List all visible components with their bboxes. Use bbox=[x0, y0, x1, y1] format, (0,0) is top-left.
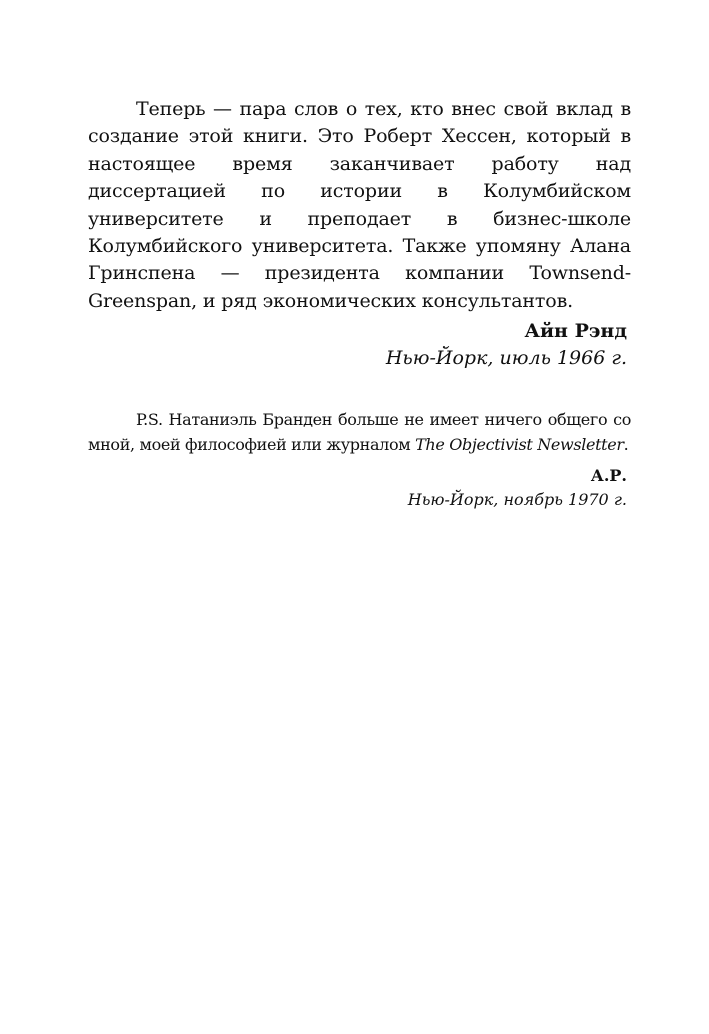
signature-block bbox=[88, 318, 631, 372]
page-content bbox=[88, 96, 631, 512]
initials-signature: А.Р. bbox=[590, 466, 627, 486]
postscript-place-date: Нью-Йорк, ноябрь 1970 г. bbox=[407, 490, 627, 510]
postscript-end: . bbox=[623, 434, 629, 454]
postscript-paragraph bbox=[88, 408, 631, 457]
main-paragraph: Теперь — пара слов о тех, кто внес свой вклад в создание этой книги. Это Роберт Хессен, который в настоящее время заканчивает работу над диссертацией по истории в Колумбийском университете и преподает в бизнес-школе Колумбийского университета. Также упомяну Алана Гринспена — президента компании Townsend-Greenspan, и ряд экономических консультантов. bbox=[88, 98, 631, 312]
author-signature: Айн Рэнд bbox=[524, 320, 627, 343]
place-date: Нью-Йорк, июль 1966 г. bbox=[385, 347, 627, 370]
postscript-text: P.S. Натаниэль Бранден больше не имеет ничего общего со мной, моей философией или журналом bbox=[88, 410, 631, 454]
journal-title: The Objectivist Newsletter bbox=[415, 434, 624, 454]
postscript-signature-block bbox=[88, 464, 631, 512]
